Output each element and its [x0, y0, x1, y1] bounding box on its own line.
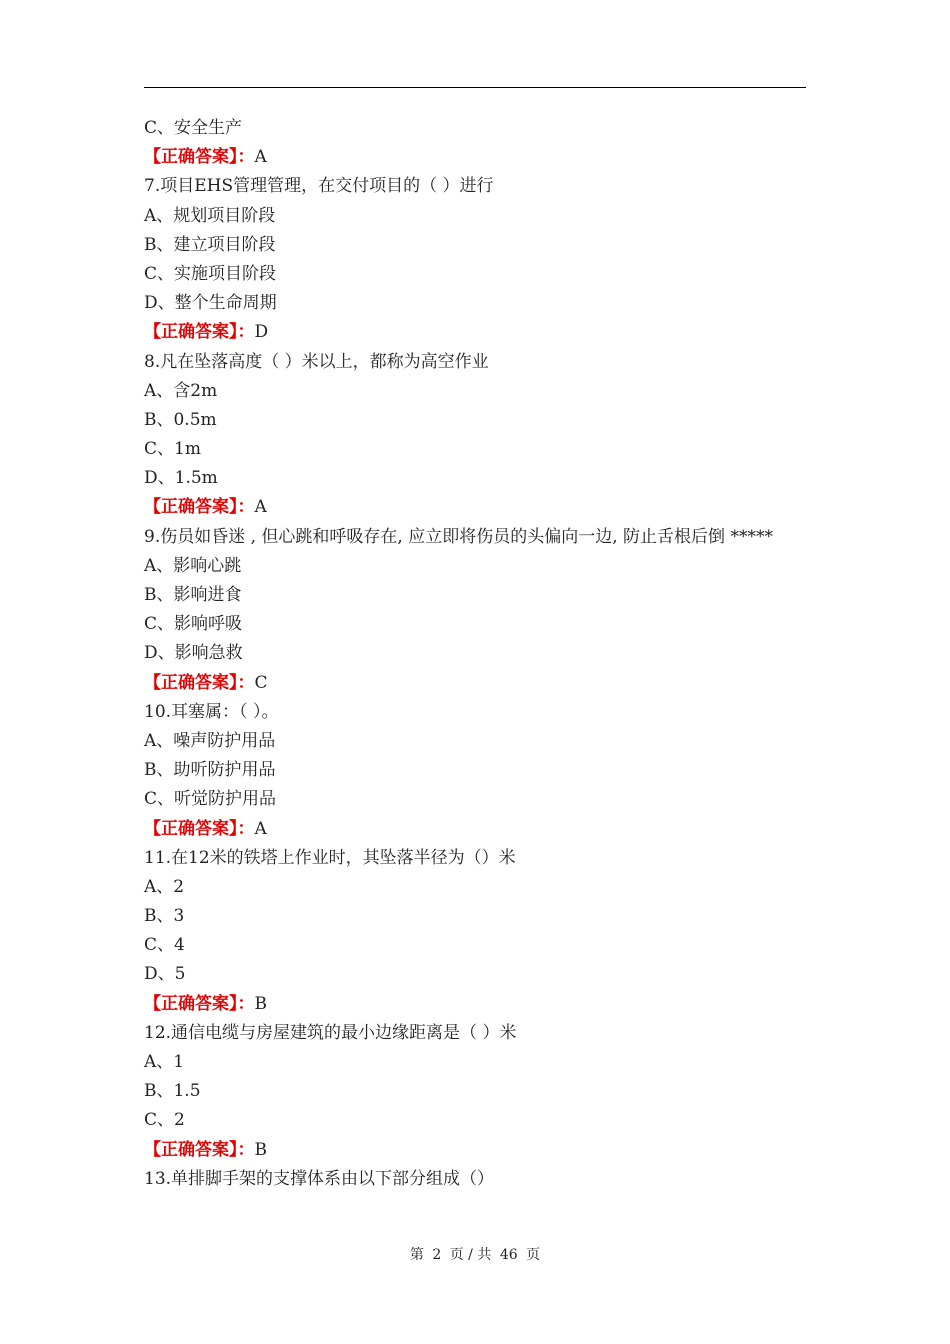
page-footer — [0, 1244, 950, 1264]
answer-label: 【正确答案】： — [144, 1139, 255, 1160]
option-text: C、实施项目阶段 — [144, 263, 277, 284]
option-text: A、1 — [144, 1052, 185, 1073]
option-text: A、噪声防护用品 — [144, 730, 276, 751]
answer-line — [144, 1136, 806, 1165]
answer-line — [144, 318, 806, 347]
option-text: B、影响进食 — [144, 585, 242, 606]
answer-line — [144, 669, 806, 698]
option-text: D、整个生命周期 — [144, 293, 277, 314]
answer-value: B — [254, 1139, 267, 1160]
document-body — [144, 114, 806, 1194]
option-text: C、1m — [144, 439, 201, 460]
question-text: 9.伤员如昏迷 , 但心跳和呼吸存在, 应立即将伤员的头偏向一边, 防止舌根后倒 ***** — [144, 526, 773, 547]
question-text: 10.耳塞属：（ ）。 — [144, 701, 279, 722]
footer-page-unit: 页 / 共 — [449, 1247, 492, 1263]
answer-value: C — [254, 672, 268, 693]
option-text: B、建立项目阶段 — [144, 234, 276, 255]
option-text: A、规划项目阶段 — [144, 205, 276, 226]
question-text: 8.凡在坠落高度（ ）米以上，都称为高空作业 — [144, 351, 489, 372]
answer-label: 【正确答案】： — [144, 497, 255, 518]
answer-value: A — [254, 818, 267, 839]
answer-label: 【正确答案】： — [144, 147, 255, 168]
option-text: D、影响急救 — [144, 643, 243, 664]
answer-label: 【正确答案】： — [144, 818, 255, 839]
answer-line — [144, 143, 806, 172]
answer-value: B — [254, 993, 267, 1014]
option-text: B、3 — [144, 906, 185, 927]
option-text: C、听觉防护用品 — [144, 789, 277, 810]
question-text: 12.通信电缆与房屋建筑的最小边缘距离是（ ）米 — [144, 1022, 517, 1043]
answer-value: A — [254, 497, 267, 518]
footer-prefix: 第 — [409, 1247, 424, 1263]
option-text: B、1.5 — [144, 1081, 201, 1102]
header-rule — [144, 87, 806, 88]
option-text: C、4 — [144, 935, 185, 956]
option-text: A、影响心跳 — [144, 555, 242, 576]
option-text: C、2 — [144, 1110, 185, 1131]
answer-label: 【正确答案】： — [144, 672, 255, 693]
question-text: 7.项目EHS管理管理，在交付项目的（ ）进行 — [144, 176, 494, 197]
option-text: B、助听防护用品 — [144, 760, 276, 781]
footer-total-pages: 46 — [499, 1247, 518, 1263]
answer-label: 【正确答案】： — [144, 993, 255, 1014]
option-text: C、安全生产 — [144, 118, 243, 138]
option-text: A、含2m — [144, 380, 218, 401]
option-text: A、2 — [144, 876, 185, 897]
question-text: 11.在12米的铁塔上作业时，其坠落半径为（）米 — [144, 847, 516, 868]
footer-suffix: 页 — [526, 1247, 541, 1263]
answer-line — [144, 990, 806, 1019]
answer-value: A — [254, 147, 267, 168]
footer-page-number: 2 — [432, 1247, 442, 1263]
question-text: 13.单排脚手架的支撑体系由以下部分组成（） — [144, 1168, 495, 1189]
answer-value: D — [254, 322, 269, 343]
option-text: D、1.5m — [144, 468, 218, 489]
option-text: B、0.5m — [144, 409, 217, 430]
answer-line — [144, 815, 806, 844]
option-text: C、影响呼吸 — [144, 614, 243, 635]
answer-label: 【正确答案】： — [144, 322, 255, 343]
answer-line — [144, 493, 806, 522]
option-text: D、5 — [144, 964, 186, 985]
